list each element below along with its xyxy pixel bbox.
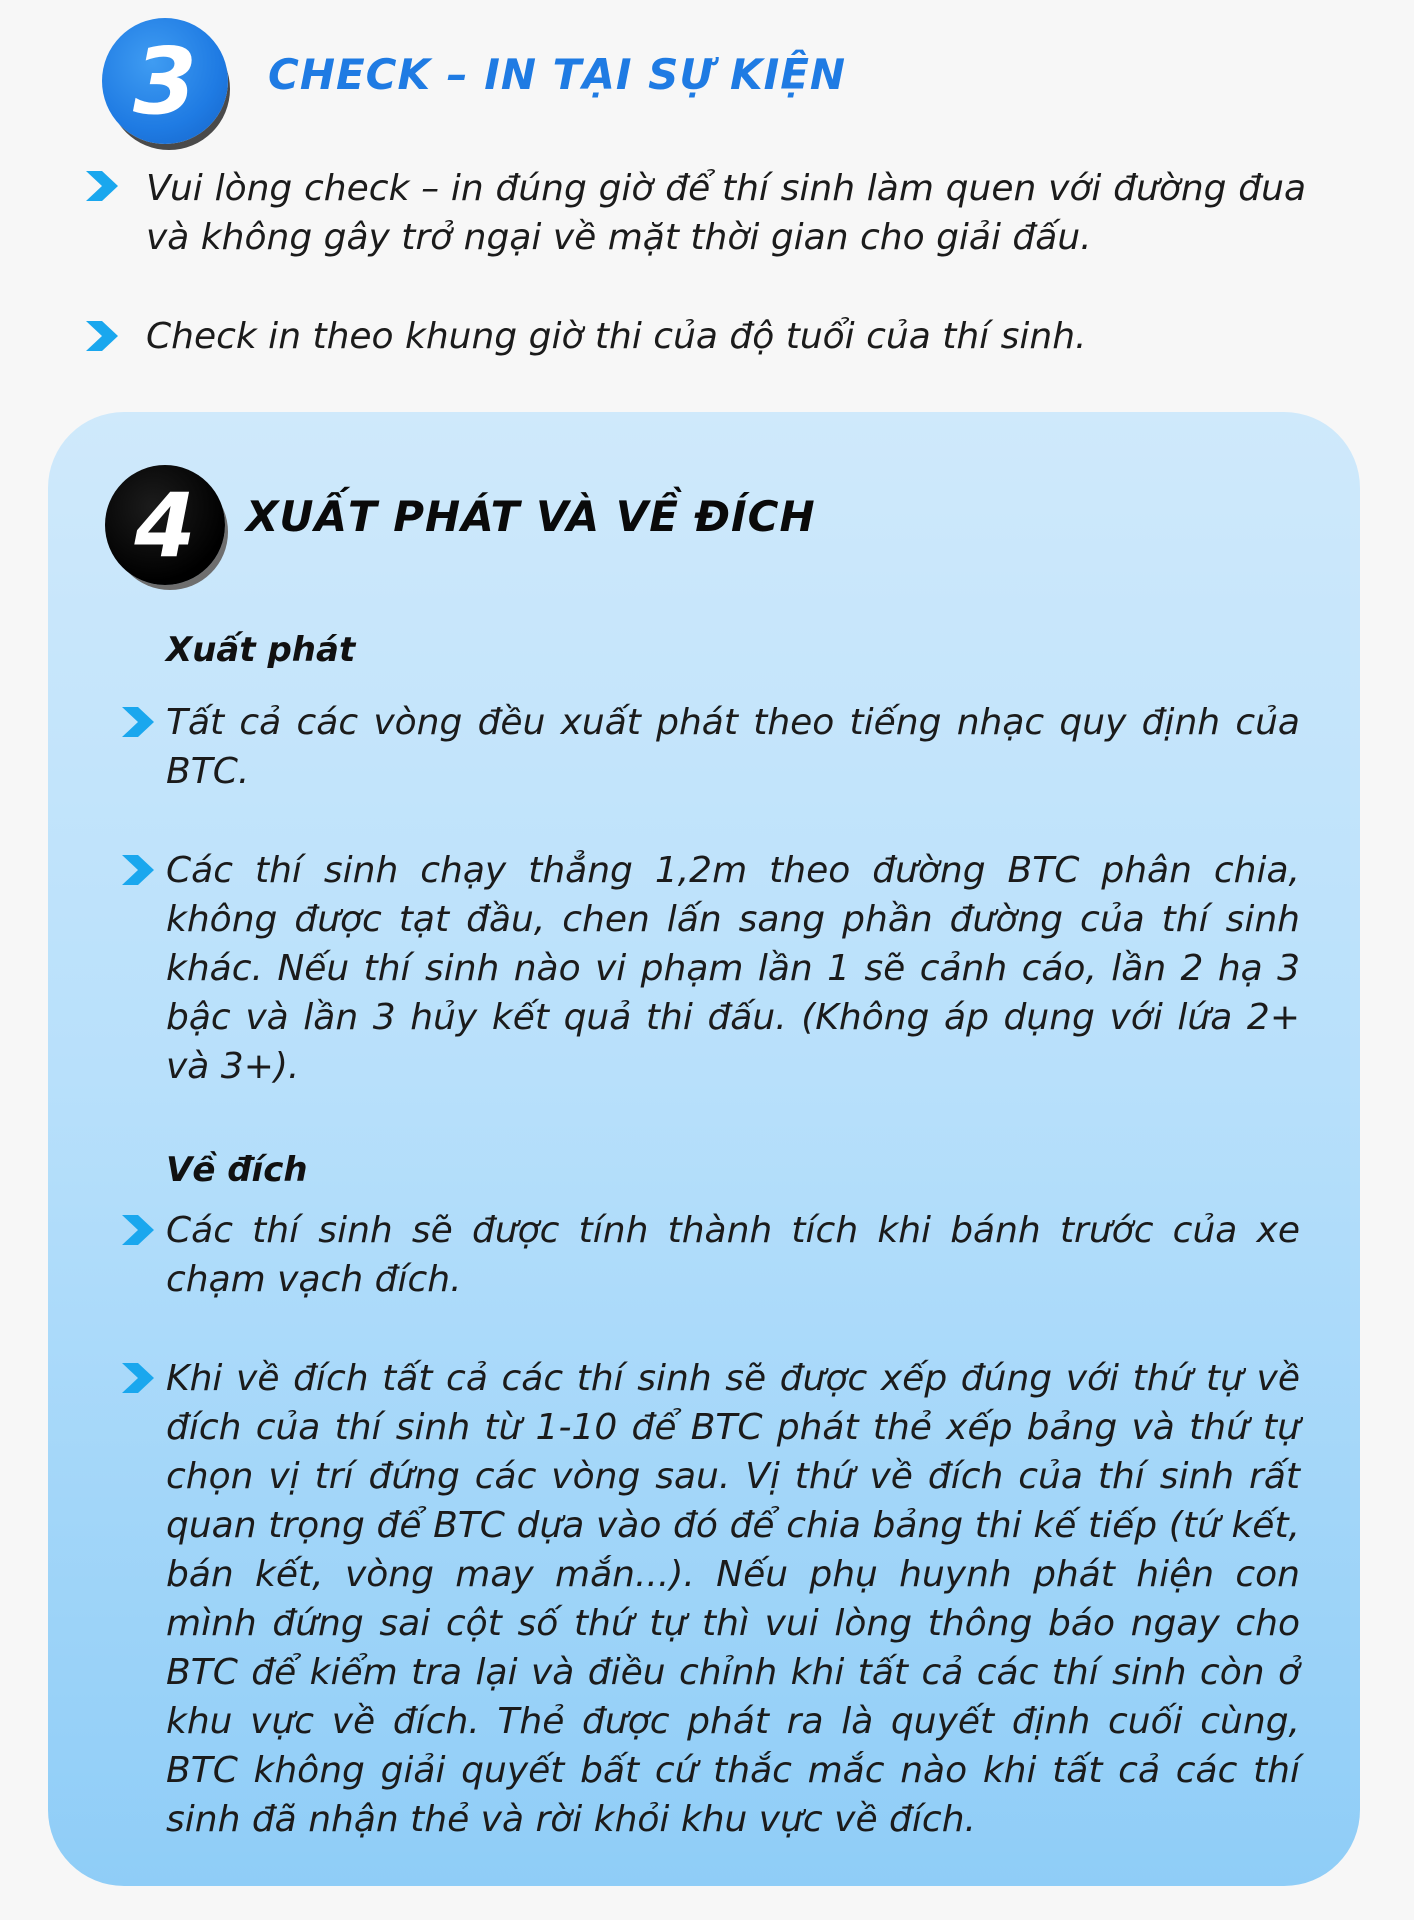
start-bullet-2: Các thí sinh chạy thẳng 1,2m theo đường BTC phân chia, không được tạt đầu, chen lấn sang phần đường của thí sinh khác. Nếu thí sinh nào vi phạm lần 1 sẽ cảnh cáo, lần 2 hạ 3 bậc và lần 3 hủy kết quả thi đấu. (Không áp dụng với lứa 2+ và 3+). [166,850,1300,1087]
finish-bullet-1: Các thí sinh sẽ được tính thành tích khi bánh trước của xe chạm vạch đích. [166,1210,1300,1300]
finish-bullet-2: Khi về đích tất cả các thí sinh sẽ được xếp đúng với thứ tự về đích của thí sinh từ 1-10 để BTC phát thẻ xếp bảng và thứ tự chọn vị trí đứng các vòng sau. Vị thứ về đích của thí sinh rất quan trọng để BTC dựa vào đó để chia bảng thi kế tiếp (tứ kết, bán kết, vòng may mắn...). Nếu phụ huynh phát hiện con mình đứng sai cột số thứ tự thì vui lòng thông báo ngay cho BTC để kiểm tra lại và điều chỉnh khi tất cả các thí sinh còn ở khu vực về đích. Thẻ được phát ra là quyết định cuối cùng, BTC không giải quyết bất cứ thắc mắc nào khi tất cả các thí sinh đã nhận thẻ và rời khỏi khu vực về đích. [166,1358,1300,1840]
chevron-right-icon [118,1212,158,1248]
section-4-number-badge: 4 [105,465,225,585]
chevron-right-icon [118,1360,158,1396]
start-subheading: Xuất phát [166,630,356,670]
section-3-bullet-2: Check in theo khung giờ thi của độ tuổi của thí sinh. [146,316,1087,357]
chevron-right-icon [82,318,122,354]
chevron-right-icon [118,704,158,740]
section-4-title: XUẤT PHÁT VÀ VỀ ĐÍCH [246,492,816,541]
finish-subheading: Về đích [166,1150,308,1190]
section-3-number-badge: 3 [102,18,228,144]
chevron-right-icon [82,168,122,204]
chevron-right-icon [118,852,158,888]
start-bullet-1: Tất cả các vòng đều xuất phát theo tiếng nhạc quy định của BTC. [166,702,1300,792]
section-3-bullet-1: Vui lòng check – in đúng giờ để thí sinh làm quen với đường đua và không gây trở ngại về mặt thời gian cho giải đấu. [146,168,1306,258]
section-3-title: CHECK – IN TẠI SỰ KIỆN [268,50,847,99]
